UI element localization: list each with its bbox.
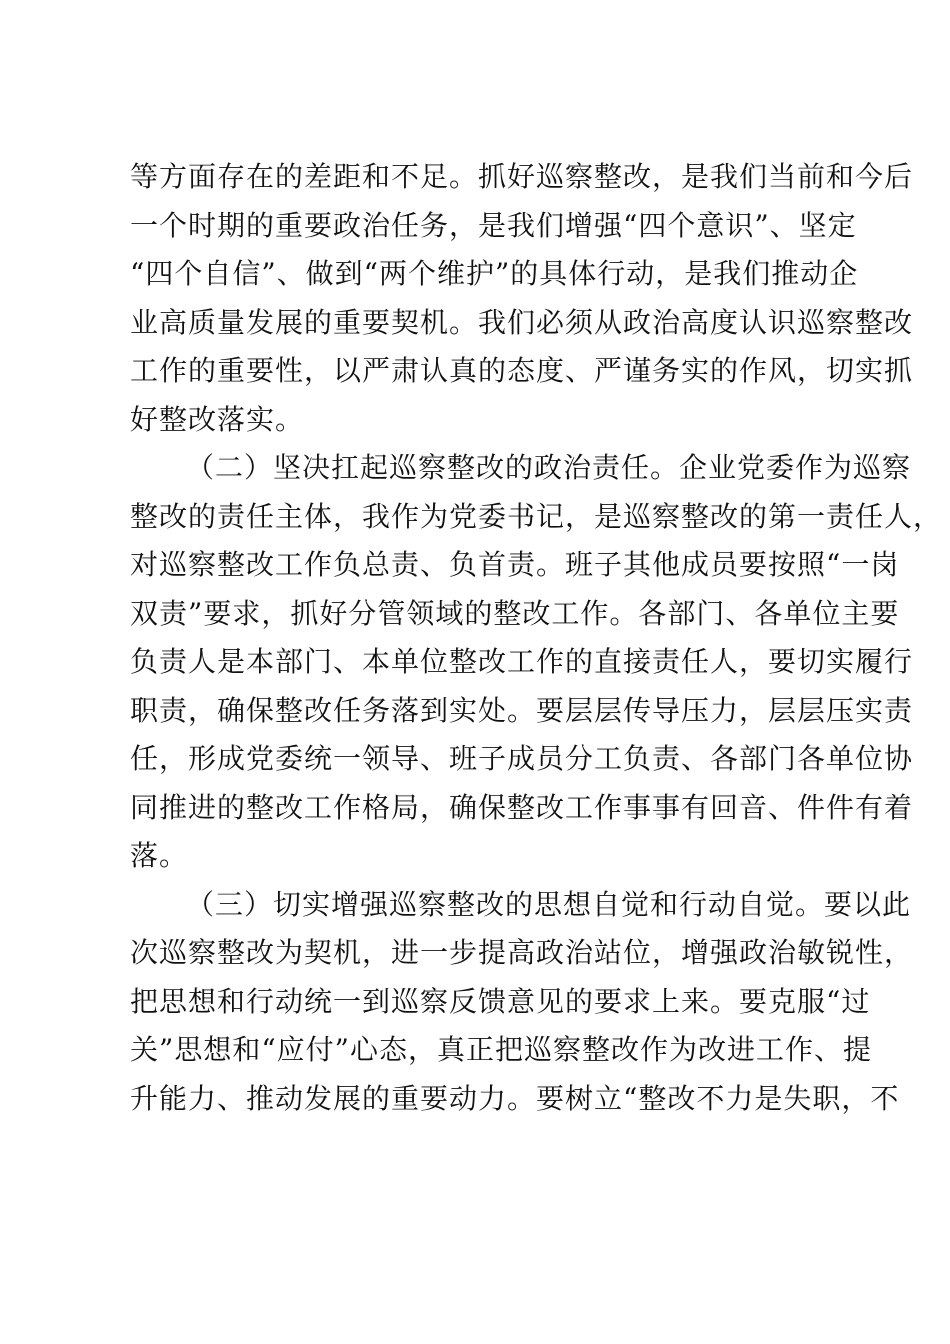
p2-line-2: 整改的责任主体，我作为党委书记，是巡察整改的第一责任人， (130, 499, 943, 533)
p2-line-1: （二）坚决扛起巡察整改的政治责任。企业党委作为巡察 (186, 451, 912, 484)
p1-line-4: 业高质量发展的重要契机。我们必须从政治高度认识巡察整改 (130, 305, 914, 339)
p2-line-3: 对巡察整改工作负总责、负首责。班子其他成员要按照“一岗 (130, 548, 900, 581)
p2-line-5: 负责人是本部门、本单位整改工作的直接责任人，要切实履行 (130, 645, 914, 678)
p3-line-1: （三）切实增强巡察整改的思想自觉和行动自觉。要以此 (186, 887, 912, 921)
p1-line-2: 一个时期的重要政治任务，是我们增强“四个意识”、坚定 (130, 208, 857, 242)
p3-line-2: 次巡察整改为契机，进一步提高政治站位，增强政治敏锐性， (130, 936, 914, 969)
p3-line-3: 把思想和行动统一到巡察反馈意见的要求上来。要克服“过 (130, 984, 871, 1018)
p2-line-9: 落。 (130, 839, 189, 872)
p1-line-6: 好整改落实。 (130, 402, 305, 436)
p3-line-4: 关”思想和“应付”心态，真正把巡察整改作为改进工作、提 (130, 1033, 872, 1066)
p2-line-4: 双责”要求，抓好分管领域的整改工作。各部门、各单位主要 (130, 596, 900, 630)
p2-line-8: 同推进的整改工作格局，确保整改工作事事有回音、件件有着 (130, 790, 914, 824)
p1-line-1: 等方面存在的差距和不足。抓好巡察整改，是我们当前和今后 (130, 160, 914, 193)
document-body (130, 153, 943, 1123)
p2-line-6: 职责，确保整改任务落到实处。要层层传导压力，层层压实责 (130, 693, 914, 727)
p1-line-3: “四个自信”、做到“两个维护”的具体行动，是我们推动企 (130, 257, 859, 290)
p2-line-7: 任，形成党委统一领导、班子成员分工负责、各部门各单位协 (130, 742, 914, 775)
p1-line-5: 工作的重要性，以严肃认真的态度、严谨务实的作风，切实抓 (130, 354, 914, 387)
p3-line-5: 升能力、推动发展的重要动力。要树立“整改不力是失职，不 (130, 1081, 900, 1115)
